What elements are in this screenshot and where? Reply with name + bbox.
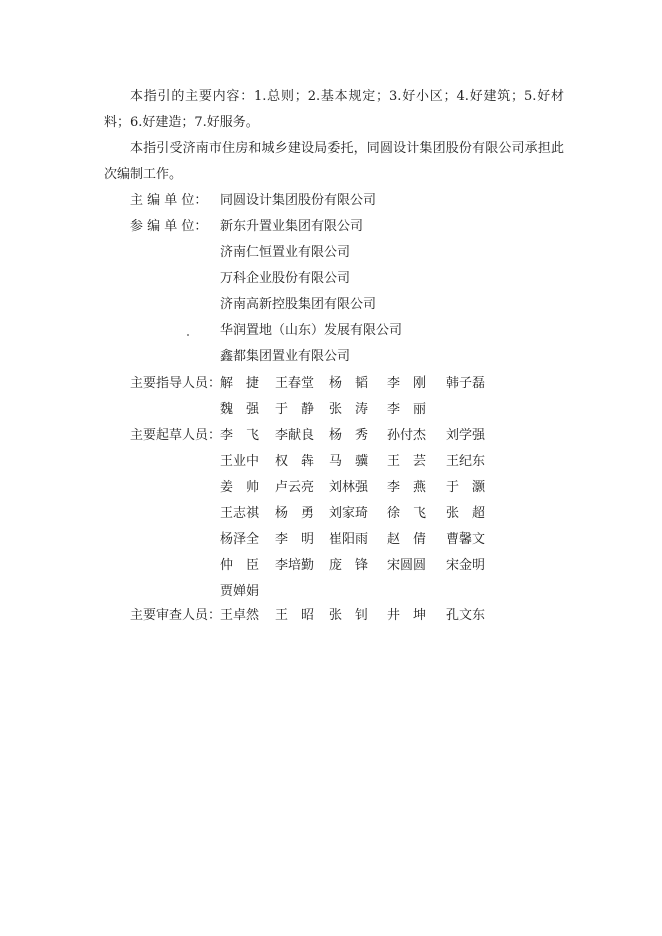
- person-name: 崔阳雨: [329, 532, 369, 547]
- person-name: 李 明: [275, 532, 315, 547]
- participant-org: 济南高新控股集团有限公司: [220, 297, 377, 312]
- person-name: 徐 飞: [387, 506, 427, 521]
- participant-org: 济南仁恒置业有限公司: [220, 245, 351, 260]
- person-name: 于 灏: [446, 480, 486, 495]
- participants-label: 参 编 单 位：: [130, 219, 208, 234]
- person-name: 刘林强: [329, 480, 369, 495]
- person-name: 杨 韬: [329, 376, 369, 391]
- person-name: 仲 臣: [220, 558, 260, 573]
- person-name: 张 钊: [329, 608, 369, 623]
- person-name: 王纪东: [446, 454, 486, 469]
- participant-org: 万科企业股份有限公司: [220, 271, 351, 286]
- person-name: 李培勤: [275, 558, 315, 573]
- person-name: 王 芸: [387, 454, 427, 469]
- person-name: 宋金明: [446, 558, 486, 573]
- participant-org: 华润置地（山东）发展有限公司: [220, 323, 403, 338]
- person-name: 王业中: [220, 454, 260, 469]
- commission-paragraph: 本指引受济南市住房和城乡建设局委托，同圆设计集团股份有限公司承担此次编制工作。: [104, 141, 564, 182]
- person-name: 井 坤: [387, 608, 427, 623]
- chief-editor-value: 同圆设计集团股份有限公司: [220, 193, 377, 208]
- guidance-label: 主要指导人员：: [130, 376, 222, 391]
- person-name: 杨 秀: [329, 428, 369, 443]
- person-name: 王志祺: [220, 506, 260, 521]
- person-name: 张 涛: [329, 402, 369, 417]
- person-name: 魏 强: [220, 402, 260, 417]
- person-name: 韩子磊: [446, 376, 486, 391]
- person-name: 曹馨文: [446, 532, 486, 547]
- person-name: 张 超: [446, 506, 486, 521]
- person-name: 李献良: [275, 428, 315, 443]
- person-name: 李 飞: [220, 428, 260, 443]
- person-name: 孔文东: [446, 608, 486, 623]
- person-name: 马 骥: [329, 454, 369, 469]
- reviewers-label: 主要审查人员：: [130, 608, 222, 623]
- person-name: 解 捷: [220, 376, 260, 391]
- person-name: 李 刚: [387, 376, 427, 391]
- person-name: 姜 帅: [220, 480, 260, 495]
- drafters-label: 主要起草人员：: [130, 428, 222, 443]
- person-name: 刘学强: [446, 428, 486, 443]
- contents-paragraph: 本指引的主要内容：1.总则；2.基本规定；3.好小区；4.好建筑；5.好材料；6.好建造；7.好服务。: [104, 89, 564, 130]
- person-name: 王卓然: [220, 608, 260, 623]
- person-name: 贾婵娟: [220, 584, 260, 599]
- person-name: 庞 锋: [329, 558, 369, 573]
- person-name: 杨泽全: [220, 532, 260, 547]
- person-name: 于 静: [275, 402, 315, 417]
- person-name: 王 昭: [275, 608, 315, 623]
- person-name: 宋圆圆: [387, 558, 427, 573]
- participant-org: 新东升置业集团有限公司: [220, 219, 364, 234]
- person-name: 刘家琦: [329, 506, 369, 521]
- person-name: 杨 勇: [275, 506, 315, 521]
- person-name: 卢云亮: [275, 480, 315, 495]
- person-name: 李 丽: [387, 402, 427, 417]
- person-name: 权 犇: [275, 454, 315, 469]
- person-name: 李 燕: [387, 480, 427, 495]
- chief-editor-label: 主 编 单 位：: [130, 193, 208, 208]
- stray-dot: [187, 334, 189, 336]
- participant-org: 鑫都集团置业有限公司: [220, 349, 351, 364]
- person-name: 孙付杰: [387, 428, 427, 443]
- person-name: 王春堂: [275, 376, 315, 391]
- person-name: 赵 倩: [387, 532, 427, 547]
